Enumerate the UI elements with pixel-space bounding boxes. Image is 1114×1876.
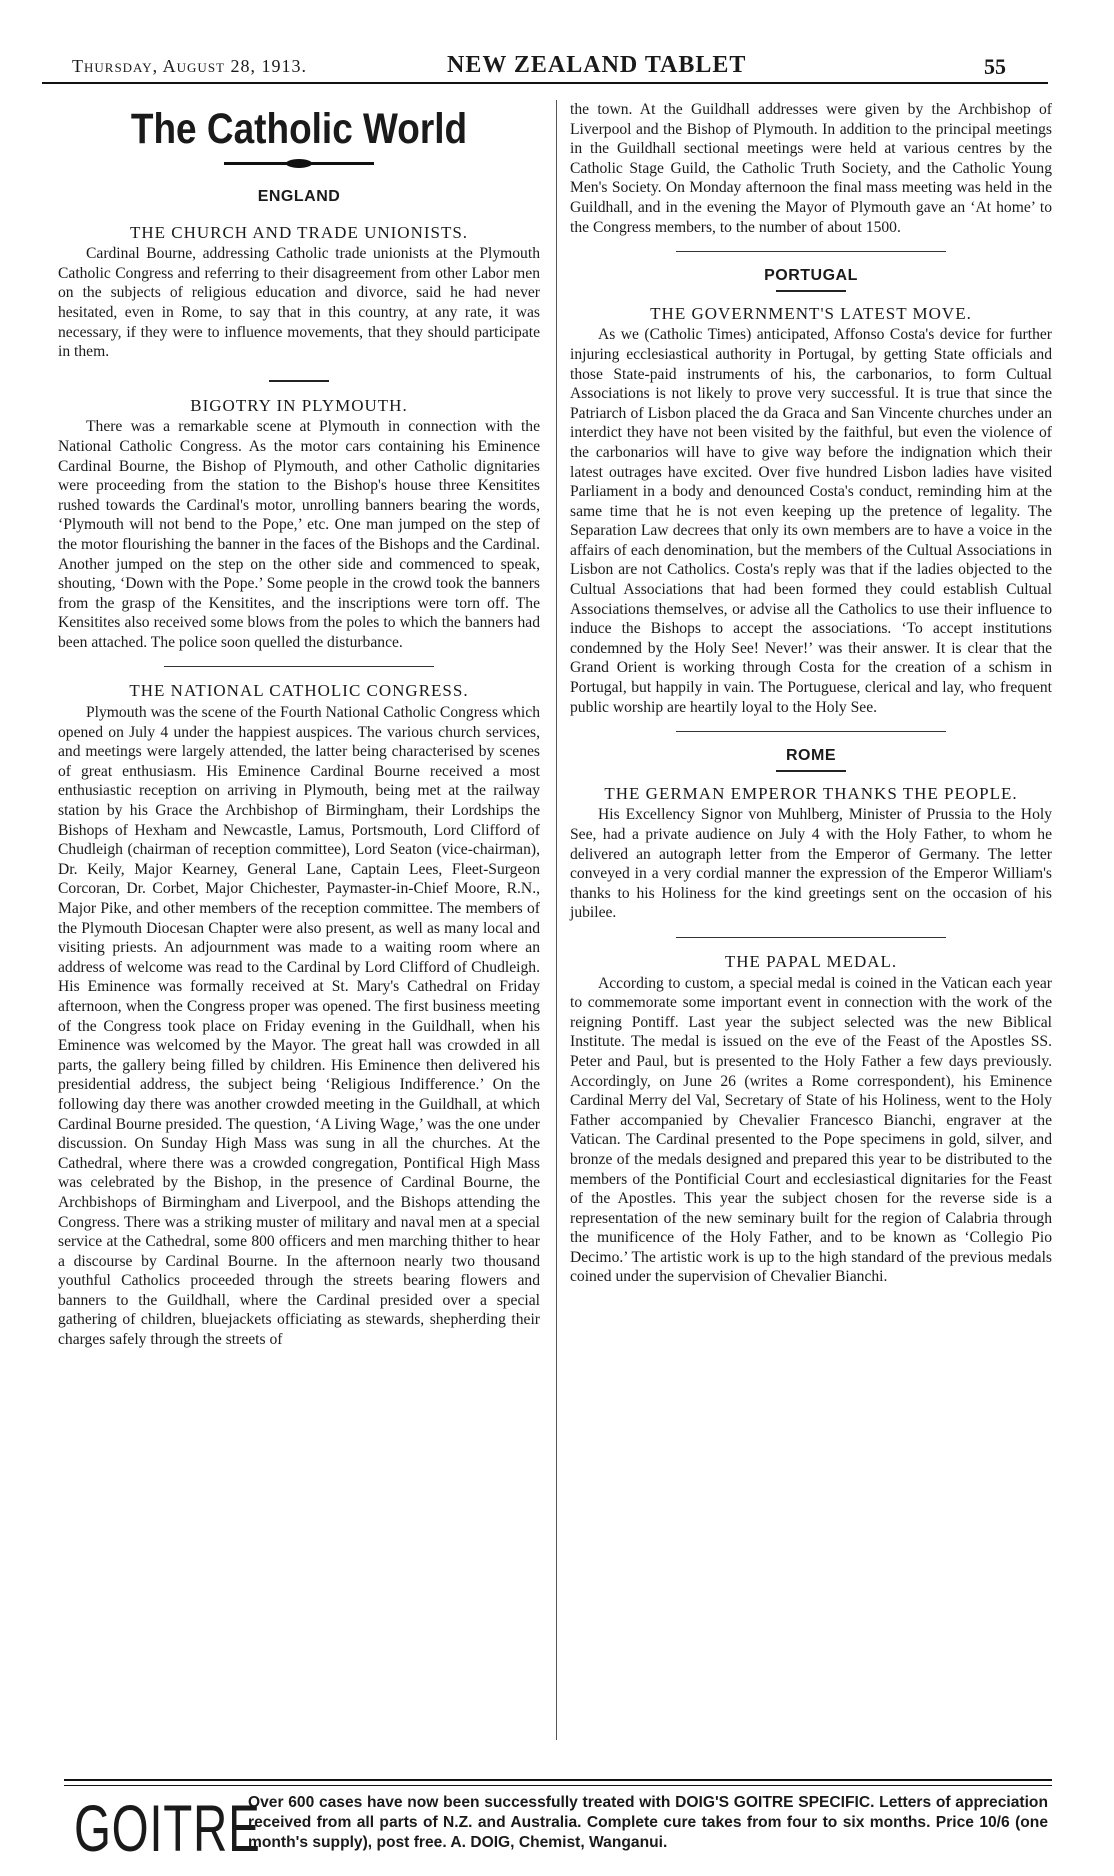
article-paragraph: Plymouth was the scene of the Fourth National Catholic Congress which opened on July 4 under the happiest auspices. The various church services, and meetings were largely attended, the latter being characterised by scenes of great enthusiasm. His Eminence Cardinal Bourne received a most enthusiastic reception on arriving in Plymouth, being met at the railway station by his Grace the Archbishop of Birmingham, their Lordships the Bishops of Hexham and Newcastle, Lamus, Portsmouth, Lord Clifford of Chudleigh (chairman of reception committee), Lord Seaton (vice-chairman), Dr. Keily, Major Kearney, General Lane, Captain Lees, Fleet-Surgeon Corcoran, Dr. Corbet, Major Chichester, Paymaster-in-Chief Moore, R.N., Major Pike, and other members of the reception committee. The members of the Plymouth Diocesan Chapter were also present, as well as many local and visiting priests. An adjournment was made to a waiting room where an address of welcome was read to the Cardinal by Lord Clifford of Chudleigh. His Eminence was formally received at St. Mary's Cathedral on Friday afternoon, when the Congress proper was opened. The first business meeting of the Congress took place on Friday evening in the Guildhall, when his Eminence was welcomed by the Mayor. The great hall was crowded in all parts, the gallery being filled by children. His Eminence then delivered his presidential address, the subject being ‘Religious Indifference.’ On the following day there was another crowded meeting in the Guildhall, at which Cardinal Bourne presided. The question, ‘A Living Wage,’ was the one under discussion. On Sunday High Mass was sung in all the churches. At the Cathedral, where there was a crowded congregation, Pontifical High Mass was celebrated by the Bishop, in the presence of Cardinal Bourne, the Archbishops of Birmingham and Liverpool, and the Bishops attending the Congress. There was a striking muster of military and naval men at a special service at the Cathedral, some 800 officers and men marching thither to hear a discourse by Cardinal Bourne. In the afternoon nearly two thousand youthful Catholics proceeded through the streets bearing flowers and banners to the Guildhall, where the Cardinal presided over a special gathering of children, bluejackets officiating as stewards, shepherding their charges safely through the streets of — [58, 704, 540, 1349]
continued-paragraph: the town. At the Guildhall addresses were given by the Archbishop of Liverpool and the Bishop of Plymouth. In addition to the principal meetings in the Guildhall sectional meetings were held at various centres by the Catholic Stage Guild, the Catholic Truth Society, and the Catholic Young Men's Society. On Monday afternoon the final mass meeting was held in the Guildhall, and in the evening the Mayor of Plymouth gave an ‘At home’ to the Congress members, to the number of about 1500. — [570, 101, 1052, 236]
headline-trade-unionists: THE CHURCH AND TRADE UNIONISTS. — [129, 222, 469, 242]
article-paragraph: Cardinal Bourne, addressing Catholic trade unionists at the Plymouth Catholic Congress and referring to their disagreement from other Labor men on the subjects of religious education and divorce, said he had never hesitated, even in Rome, to say that in this country, at any rate, it was necessary, if they were to influence movements, that they should participate in them. — [58, 245, 540, 361]
section-portugal: PORTUGAL — [764, 267, 858, 285]
masthead — [42, 50, 1048, 84]
section-underline — [776, 290, 846, 292]
section-separator — [676, 251, 946, 252]
article-separator — [676, 937, 946, 938]
footer-rule — [64, 1779, 1052, 1781]
article-paragraph: His Excellency Signor von Muhlberg, Minister of Prussia to the Holy See, had a private audience on July 4 with the Holy Father, to whom he delivered an autograph letter from the Emperor of Germany. The letter conveyed in a very cordial manner the expression of the Emperor William's thanks to his Holiness for the kind greetings sent on the occasion of his jubilee. — [570, 806, 1052, 922]
headline-congress: THE NATIONAL CATHOLIC CONGRESS. — [129, 681, 469, 701]
section-separator — [676, 731, 946, 732]
article-separator — [164, 666, 434, 667]
headline-german-emperor: THE GERMAN EMPEROR THANKS THE PEOPLE. — [604, 783, 1018, 803]
page-number: 55 — [984, 54, 1006, 79]
article-separator — [269, 380, 329, 382]
footer-rule — [64, 1785, 1052, 1786]
headline-government-move: THE GOVERNMENT'S LATEST MOVE. — [650, 303, 972, 323]
ad-body: Over 600 cases have now been successfully treated with DOIG'S GOITRE SPECIFIC. Letters of appreciation received from all parts of N.Z. and Australia. Complete cure takes from four to six months. Price 10/6 (one month's supply), post free. A. DOIG, Chemist, Wanganui. — [248, 1794, 1048, 1851]
ad-headline: GOITRE — [74, 1791, 261, 1865]
article-paragraph: There was a remarkable scene at Plymouth in connection with the National Catholic Congress. As the motor cars containing his Eminence Cardinal Bourne, the Bishop of Plymouth, and other Catholic dignitaries were proceeding from the station to the Bishop's house three Kensitites rushed towards the Cardinal's motor, unrolling banners bearing the words, ‘Plymouth will not bend to the Pope,’ etc. One man jumped on the step of the motor flourishing the banner in the faces of the Bishops and the Cardinal. Another jumped on the step on the other side and commenced to speak, shouting, ‘Down with the Pope.’ Some people in the crowd took the banners from the grasp of the Kensitites, and the inscriptions were torn off. The Kensitites also received some blows from the poles to which the banners had been attached. The police soon quelled the disturbance. — [58, 418, 540, 651]
left-column — [58, 100, 540, 1350]
headline-papal-medal: THE PAPAL MEDAL. — [724, 951, 898, 971]
publication-title: NEW ZEALAND TABLET — [447, 52, 747, 78]
issue-date: Thursday, August 28, 1913. — [72, 56, 307, 76]
page-title: The Catholic World — [130, 105, 468, 153]
section-underline — [776, 770, 846, 772]
section-england: ENGLAND — [257, 188, 341, 205]
article-paragraph: According to custom, a special medal is coined in the Vatican each year to commemorate some important event in connection with the work of the reigning Pontiff. Last year the subject selected was the new Biblical Institute. The medal is issued on the eve of the Feast of the Apostles SS. Peter and Paul, but is presented to the Holy Father a few days previously. Accordingly, on June 26 (writes a Rome correspondent), his Eminence Cardinal Merry del Val, Secretary of State of his Holiness, went to the Holy Father accompanied by Chevalier Francesco Bianchi, engraver at the Vatican. The Cardinal presented to the Pope specimens in gold, silver, and bronze of the medals designed and prepared this year to be distributed to the members of the Pontificial Court and ecclesiastical dignitaries for the Feast of the Apostles. This year the subject chosen for the reverse side is a representation of the new seminary built for the region of Calabria through the munificence of the Holy Father, and to be known as ‘Collegio Pio Decimo.’ The artistic work is up to the high standard of the previous medals coined under the supervision of Chevalier Bianchi. — [570, 974, 1052, 1286]
goitre-advertisement — [64, 1789, 1052, 1869]
title-ornament — [224, 162, 374, 165]
headline-bigotry: BIGOTRY IN PLYMOUTH. — [190, 395, 408, 415]
right-column — [570, 100, 1052, 1287]
column-divider — [556, 100, 557, 1740]
section-rome: ROME — [786, 747, 836, 765]
article-paragraph: As we (Catholic Times) anticipated, Affonso Costa's device for further injuring ecclesiastical authority in Portugal, by getting State officials and those State-paid instruments of his, the carbonarios, to form Cultual Associations is not likely to prove very successful. It is true that since the Patriarch of Lisbon placed the da Graca and San Vincente churches under an interdict they have not been visited by the faithful, but even the violence of the carbonarios will have to give way before the indignation which their latest outrages have excited. Over five hundred Lisbon ladies have visited Parliament in a body and denounced Costa's conduct, reminding him at the same time that he is not even keeping up the pretence of legality. The Separation Law decrees that only its own members are to have a voice in the affairs of each denomination, but the members of the Cultual Associations in Lisbon are not Catholics. Costa's reply was that if the ladies objected to the Cultual Associations that had been formed they could establish Cultual Associations themselves, or advise all the Catholics to use their influence to induce the Bishops to accept the associations. ‘To accept institutions condemned by the Holy See! Never!’ was their answer. It is clear that the Grand Orient is working through Costa for the creation of a schism in Portugal, but happily in vain. The Portuguese, clerical and lay, who frequent public worship are heartily loyal to the Holy See. — [570, 326, 1052, 716]
